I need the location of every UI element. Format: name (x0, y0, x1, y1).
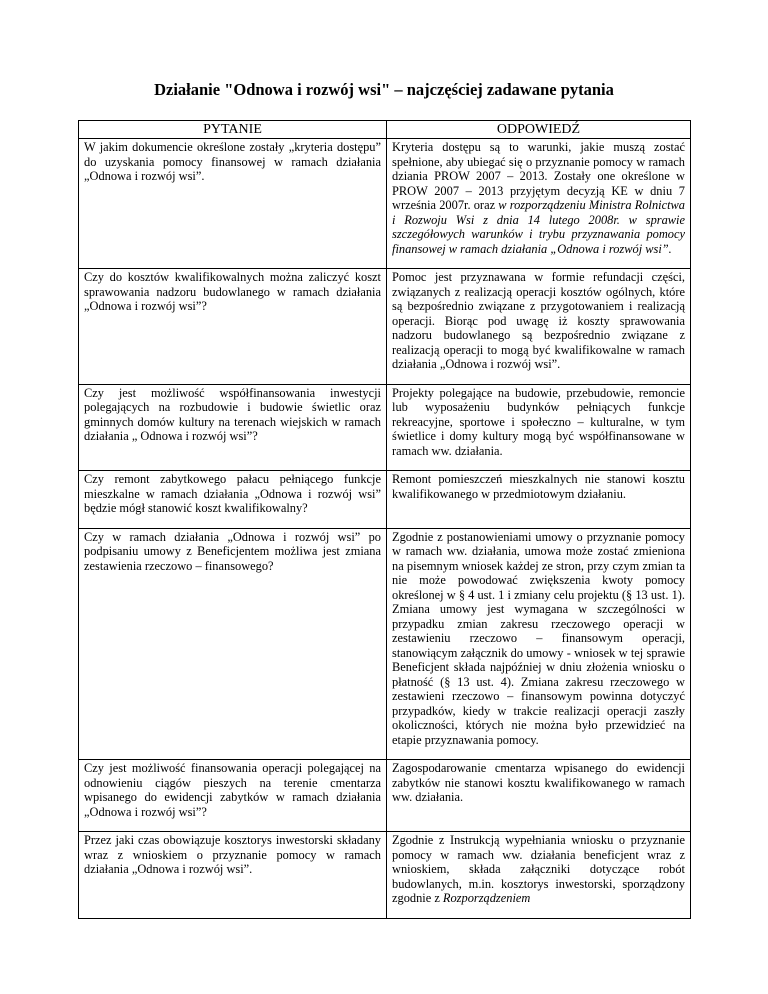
table-row (79, 269, 691, 385)
answer-cell: Projekty polegające na budowie, przebudowie, remoncie lub wyposażeniu budynków pełniących funkcje rekreacyjne, sportowe i społeczno – kulturalne, w tym świetlice i domy kultury mogą być współfinansowane w ramach ww. działania. (387, 384, 691, 471)
table-row (79, 760, 691, 832)
question-cell: Czy do kosztów kwalifikowalnych można zaliczyć koszt sprawowania nadzoru budowlanego w ramach działania „Odnowa i rozwój wsi”? (79, 269, 387, 385)
answer-cell: Pomoc jest przyznawana w formie refundacji części, związanych z realizacją operacji kosztów ogólnych, które są bezpośrednio związane z przygotowaniem i realizacją operacji. Biorąc pod uwagę iż koszty sprawowania nadzoru budowlanego są bezpośrednio związane z realizacją operacji to mogą być kwalifikowalne w ramach działania „Odnowa i rozwój wsi”. (387, 269, 691, 385)
answer-cell: Zgodnie z postanowieniami umowy o przyznanie pomocy w ramach ww. działania, umowa może zostać zmieniona na pisemnym wniosek każdej ze stron, przy czym zmian ta nie może powodować zwiększenia kwoty pomocy określonej w § 4 ust. 1 i zmiany celu projektu (§ 13 ust. 1). Zmiana umowy jest wymagana w szczególności w przypadku zmian zakresu rzeczowego operacji w zestawieniu rzeczowo – finansowym operacji, stanowiącym załącznik do umowy - wniosek w tej sprawie Beneficjent składa najpóźniej w dniu złożenia wniosku o płatność (§ 13 ust. 4). Zmiana zakresu rzeczowego w zestawieni rzeczowo – finansowym powinna dotyczyć przypadków, kiedy w trakcie realizacji operacji zaszły okoliczności, których nie można było przewidzieć na etapie przyznawania pomocy. (387, 528, 691, 760)
question-cell: Czy remont zabytkowego pałacu pełniącego funkcje mieszkalne w ramach działania „Odnowa i rozwój wsi” będzie mógł stanowić koszt kwalifikowalny? (79, 471, 387, 529)
table-row (79, 528, 691, 760)
answer-italic-text: w rozporządzeniu Ministra Rolnictwa i Rozwoju Wsi z dnia 14 lutego 2008r. w sprawie szczegółowych warunków i trybu przyznawania pomocy finansowej w ramach działania „Odnowa i rozwój wsi”. (392, 198, 686, 256)
table-row (79, 471, 691, 529)
question-cell: W jakim dokumencie określone zostały „kryteria dostępu” do uzyskania pomocy finansowej w ramach działania „Odnowa i rozwój wsi”. (79, 139, 387, 269)
question-cell: Czy w ramach działania „Odnowa i rozwój wsi” po podpisaniu umowy z Beneficjentem możliwa jest zmiana zestawienia rzeczowo – finansowego? (79, 528, 387, 760)
answer-text: Zgodnie z Instrukcją wypełniania wniosku o przyznanie pomocy w ramach ww. działania beneficjent wraz z wnioskiem, składa załączniki dotyczące robót budowlanych, m.in. kosztorys inwestorski, sporządzony zgodnie z (392, 833, 685, 905)
answer-cell: Zagospodarowanie cmentarza wpisanego do ewidencji zabytków nie stanowi kosztu kwalifikowanego w ramach ww. działania. (387, 760, 691, 832)
table-row (79, 139, 691, 269)
answer-cell: Remont pomieszczeń mieszkalnych nie stanowi kosztu kwalifikowanego w przedmiotowym działaniu. (387, 471, 691, 529)
question-cell: Przez jaki czas obowiązuje kosztorys inwestorski składany wraz z wnioskiem o przyznanie pomocy w ramach działania „Odnowa i rozwój wsi”. (79, 832, 387, 919)
table-row (79, 384, 691, 471)
question-column-header: PYTANIE (79, 121, 387, 139)
table-row (79, 832, 691, 919)
page-title: Działanie "Odnowa i rozwój wsi" – najczęściej zadawane pytania (154, 80, 614, 99)
answer-cell (387, 139, 691, 269)
question-cell: Czy jest możliwość finansowania operacji polegającej na odnowieniu ciągów pieszych na terenie cmentarza wpisanego do ewidencji zabytków w ramach działania „Odnowa i rozwój wsi”? (79, 760, 387, 832)
table-header-row (79, 121, 691, 139)
answer-column-header: ODPOWIEDŹ (387, 121, 691, 139)
answer-cell (387, 832, 691, 919)
faq-table (78, 120, 691, 919)
question-cell: Czy jest możliwość współfinansowania inwestycji polegających na rozbudowie i budowie świetlic oraz gminnych domów kultury na terenach wiejskich w ramach działania „ Odnowa i rozwój wsi”? (79, 384, 387, 471)
answer-italic-text: Rozporządzeniem (442, 891, 531, 905)
answer-text: Kryteria dostępu są to warunki, jakie muszą zostać spełnione, aby ubiegać się o przyznanie pomocy w ramach dziania PROW 2007 – 2013. Zostały one określone w PROW 2007 – 2013 przyjętym decyzją KE w dniu 7 września 2007r. oraz (392, 140, 685, 212)
